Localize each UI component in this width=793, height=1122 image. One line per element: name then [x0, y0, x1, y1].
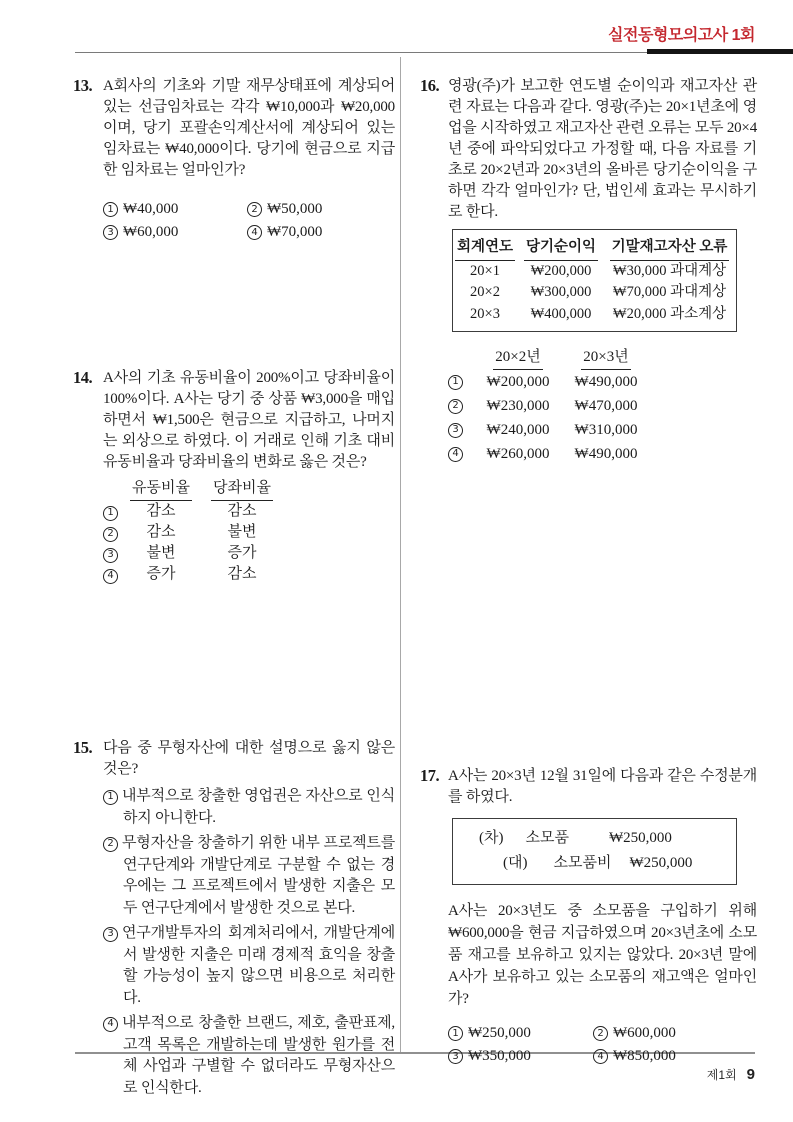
journal-indent [453, 851, 503, 876]
option-16-1-20x2: ₩200,000 [486, 374, 550, 390]
circled-3-icon: 3 [103, 927, 118, 942]
question-13 [73, 76, 395, 243]
answer-corner-blank [448, 346, 474, 370]
option-17-4 [593, 1046, 757, 1067]
question-14-choice-table [103, 478, 395, 585]
option-15-4 [103, 1013, 395, 1099]
table-row-income: ₩400,000 [530, 305, 592, 322]
table-corner-blank [103, 478, 125, 501]
circled-2-icon: 2 [103, 837, 118, 852]
option-14-1-marker [103, 501, 125, 522]
circled-2-icon: 2 [593, 1026, 608, 1041]
column-header-net-income: 당기순이익 [517, 237, 605, 261]
table-row-year: 20×2 [470, 284, 500, 300]
question-17 [420, 766, 757, 1067]
circled-3-icon: 3 [103, 548, 118, 563]
option-14-1-quick: 감소 [227, 503, 257, 519]
option-13-2 [247, 199, 395, 220]
option-13-3-label: ₩60,000 [123, 224, 179, 240]
option-15-4-label: 내부적으로 창출한 브랜드, 제호, 출판표제, 고객 목록은 개발하는데 발생한 원가를 전체 사업과 구별할 수 없더라도 무형자산으로 인식한다. [122, 1015, 395, 1096]
footer-round-label: 제1회 [706, 1068, 737, 1082]
journal-debit-label: (차) [479, 830, 504, 846]
journal-credit-account: 소모품비 [553, 855, 612, 871]
option-17-4-label: ₩850,000 [613, 1048, 676, 1064]
journal-debit-row [453, 826, 736, 851]
header-accent-bar [647, 49, 793, 54]
table-row-income: ₩300,000 [530, 284, 592, 300]
circled-2-icon: 2 [103, 527, 118, 542]
column-divider [400, 57, 401, 1053]
option-16-3-20x2: ₩240,000 [486, 422, 550, 438]
circled-1-icon: 1 [448, 1026, 463, 1041]
option-16-2-20x2: ₩230,000 [486, 398, 550, 414]
circled-1-icon: 1 [103, 790, 118, 805]
option-15-2-label: 무형자산을 창출하기 위한 내부 프로젝트를 연구단계와 개발단계로 구분할 수 없는 경우에는 그 프로젝트에서 발생한 지출은 모두 연구단계에서 발생한 것으로 본다. [122, 835, 395, 916]
option-16-2-marker [448, 394, 474, 418]
footer-page-number: 9 [746, 1066, 755, 1083]
journal-credit-amount: ₩250,000 [629, 855, 693, 871]
question-16 [420, 76, 757, 466]
header-rule [75, 52, 647, 53]
option-14-4-quick: 감소 [227, 566, 257, 582]
option-13-4 [247, 222, 395, 243]
table-row-income: ₩200,000 [530, 262, 592, 279]
question-13-text: A회사의 기초와 기말 재무상태표에 계상되어 있는 선급임차료는 각각 ₩10,000과 ₩20,000이며, 당기 포괄손익계산서에 계상되어 있는 임차료는 ₩40,000이다. 당기에 현금으로 지급한 임차료는 얼마인가? [103, 78, 395, 178]
circled-4-icon: 4 [448, 447, 463, 462]
option-14-2-quick: 불변 [227, 524, 257, 540]
option-17-3-label: ₩350,000 [468, 1048, 531, 1064]
question-17-number: 17. [420, 766, 440, 785]
option-17-3 [448, 1046, 593, 1067]
option-13-3 [103, 222, 247, 243]
option-14-2-marker [103, 522, 125, 543]
option-16-3-20x3: ₩310,000 [574, 422, 638, 438]
option-14-4-marker [103, 564, 125, 585]
journal-credit-label: (대) [503, 855, 528, 871]
journal-credit-row [453, 851, 736, 876]
circled-4-icon: 4 [103, 1017, 118, 1032]
option-17-1 [448, 1023, 593, 1044]
option-14-3-marker [103, 543, 125, 564]
answer-header-20x3: 20×3년 [562, 346, 650, 370]
circled-4-icon: 4 [593, 1049, 608, 1064]
option-13-1 [103, 199, 247, 220]
table-row-year: 20×3 [470, 305, 500, 322]
option-15-1-label: 내부적으로 창출한 영업권은 자산으로 인식하지 아니한다. [122, 788, 395, 826]
circled-3-icon: 3 [448, 423, 463, 438]
option-16-1-20x3: ₩490,000 [574, 374, 638, 390]
column-header-current-ratio: 유동비율 [125, 478, 197, 501]
option-16-3-marker [448, 418, 474, 442]
circled-4-icon: 4 [247, 225, 262, 240]
question-16-options [448, 346, 757, 466]
page-footer [707, 1066, 755, 1083]
question-16-data-table [452, 229, 737, 332]
page-header-title: 실전동형모의고사 1회 [608, 27, 755, 44]
option-16-4-20x2: ₩260,000 [486, 446, 550, 462]
circled-1-icon: 1 [103, 202, 118, 217]
question-16-number: 16. [420, 76, 440, 95]
column-header-fiscal-year: 회계연도 [453, 237, 517, 261]
option-13-2-label: ₩50,000 [267, 201, 323, 217]
table-row-error: ₩70,000 과대계상 [612, 284, 727, 300]
column-header-inventory-error: 기말재고자산 오류 [605, 237, 734, 261]
question-13-number: 13. [73, 76, 93, 95]
option-16-4-marker [448, 442, 474, 466]
option-15-2 [103, 833, 395, 919]
column-header-quick-ratio: 당좌비율 [197, 478, 287, 501]
option-14-3-quick: 증가 [227, 545, 257, 561]
circled-3-icon: 3 [103, 225, 118, 240]
option-17-1-label: ₩250,000 [468, 1025, 531, 1041]
table-row-error: ₩20,000 과소계상 [612, 305, 727, 322]
option-16-2-20x3: ₩470,000 [574, 398, 638, 414]
journal-debit-account: 소모품 [525, 830, 569, 846]
question-15 [73, 738, 395, 1103]
option-13-1-label: ₩40,000 [123, 201, 179, 217]
question-15-options [103, 786, 395, 1099]
option-13-4-label: ₩70,000 [267, 224, 323, 240]
option-14-4-current: 증가 [146, 566, 176, 582]
option-16-1-marker [448, 370, 474, 394]
option-15-3-label: 연구개발투자의 회계처리에서, 개발단계에서 발생한 지출은 미래 경제적 효익을 창출할 가능성이 높지 않으면 비용으로 처리한다. [122, 925, 395, 1006]
question-17-text-body: A사는 20×3년도 중 소모품을 구입하기 위해 ₩600,000을 현금 지급하였으며 20×3년초에 소모품 재고를 보유하고 있지는 않았다. 20×3년 말에 A사가 보유하고 있는 소모품의 재고액은 얼마인가? [448, 903, 757, 1007]
question-14-text: A사의 기초 유동비율이 200%이고 당좌비율이 100%이다. A사는 당기 중 상품 ₩3,000을 매입하면서 ₩1,500은 현금으로 지급하고, 나머지는 외상으로 하였다. 이 거래로 인해 기초 대비 유동비율과 당좌비율의 변화로 옳은 것은? [103, 370, 395, 470]
circled-4-icon: 4 [103, 569, 118, 584]
question-17-text-intro: A사는 20×3년 12월 31일에 다음과 같은 수정분개를 하였다. [448, 768, 757, 805]
option-15-3 [103, 923, 395, 1009]
circled-2-icon: 2 [448, 399, 463, 414]
circled-2-icon: 2 [247, 202, 262, 217]
question-17-journal-entry [452, 818, 737, 885]
option-15-1 [103, 786, 395, 829]
question-14 [73, 368, 395, 585]
question-14-number: 14. [73, 368, 93, 387]
option-14-2-current: 감소 [146, 524, 176, 540]
question-15-text: 다음 중 무형자산에 대한 설명으로 옳지 않은 것은? [103, 740, 395, 777]
question-13-options [103, 199, 395, 243]
option-14-3-current: 불변 [146, 545, 176, 561]
circled-3-icon: 3 [448, 1049, 463, 1064]
answer-header-20x2: 20×2년 [474, 346, 562, 370]
table-row-year: 20×1 [470, 262, 500, 279]
table-row-error: ₩30,000 과대계상 [612, 262, 727, 279]
option-16-4-20x3: ₩490,000 [574, 446, 638, 462]
question-17-options [448, 1023, 757, 1067]
option-14-1-current: 감소 [146, 503, 176, 519]
question-15-number: 15. [73, 738, 93, 757]
circled-1-icon: 1 [103, 506, 118, 521]
circled-1-icon: 1 [448, 375, 463, 390]
journal-debit-amount: ₩250,000 [608, 830, 672, 846]
question-16-text: 영광(주)가 보고한 연도별 순이익과 재고자산 관련 자료는 다음과 같다. 영광(주)는 20×1년초에 영업을 시작하였고 재고자산 관련 오류는 모두 20×4년 중에 파악되었다고 가정할 때, 다음 자료를 기초로 20×2년과 20×3년의 올바른 당기순이익을 구하면 각각 얼마인가? 단, 법인세 효과는 무시하기로 한다. [448, 78, 757, 220]
option-17-2 [593, 1023, 757, 1044]
option-17-2-label: ₩600,000 [613, 1025, 676, 1041]
journal-indent [453, 826, 479, 851]
